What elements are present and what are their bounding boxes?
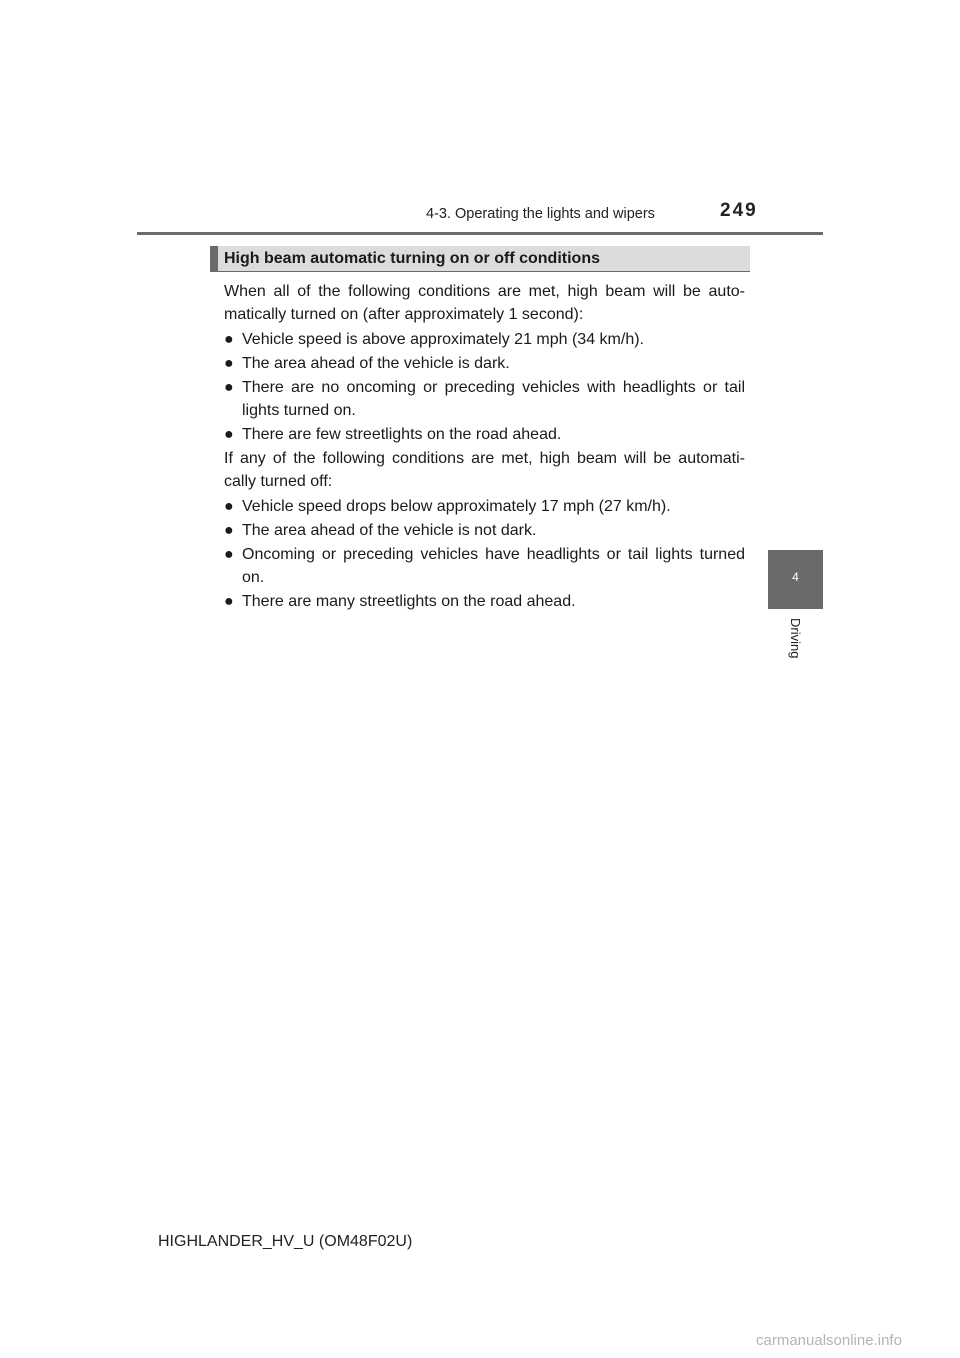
section-heading: High beam automatic turning on or off conditions [224,250,600,267]
list-item [224,423,745,446]
on-condition-text: Vehicle speed is above approximately 21 mph (34 km/h). [242,331,644,348]
off-conditions-intro: If any of the following conditions are met, high beam will be automati-cally turned off: [224,450,745,490]
header-divider [137,232,823,235]
chapter-label-area [768,618,823,668]
off-condition-text: The area ahead of the vehicle is not dark. [242,522,537,539]
bullet-icon: ● [224,331,234,348]
header-section-title: 4-3. Operating the lights and wipers [426,206,655,222]
watermark: carmanualsonline.info [756,1332,902,1349]
on-condition-text: There are few streetlights on the road ahead. [242,426,562,443]
bullet-icon: ● [224,379,234,396]
list-item [224,352,745,375]
list-item [224,543,745,589]
off-condition-text: There are many streetlights on the road ahead. [242,593,576,610]
off-condition-text: Oncoming or preceding vehicles have headlights or tail lights turned on. [242,546,745,586]
list-item [224,328,745,351]
off-condition-text: Vehicle speed drops below approximately 17 mph (27 km/h). [242,498,671,515]
list-item [224,590,745,613]
footer-model-code: HIGHLANDER_HV_U (OM48F02U) [158,1233,413,1250]
chapter-number: 4 [792,570,799,584]
bullet-icon: ● [224,498,234,515]
section-heading-bar [210,246,750,272]
bullet-icon: ● [224,355,234,372]
bullet-icon: ● [224,426,234,443]
on-condition-text: There are no oncoming or preceding vehicles with headlights or tail lights turned on. [242,379,745,419]
page-number: 249 [720,200,758,221]
section-body [224,280,745,614]
bullet-icon: ● [224,522,234,539]
chapter-label: Driving [788,618,803,659]
on-conditions-intro: When all of the following conditions are met, high beam will be auto-matically turned on (after approximately 1 second): [224,283,745,323]
chapter-tab [768,550,823,609]
bullet-icon: ● [224,593,234,610]
list-item [224,376,745,422]
bullet-icon: ● [224,546,234,563]
list-item [224,495,745,518]
on-condition-text: The area ahead of the vehicle is dark. [242,355,510,372]
list-item [224,519,745,542]
